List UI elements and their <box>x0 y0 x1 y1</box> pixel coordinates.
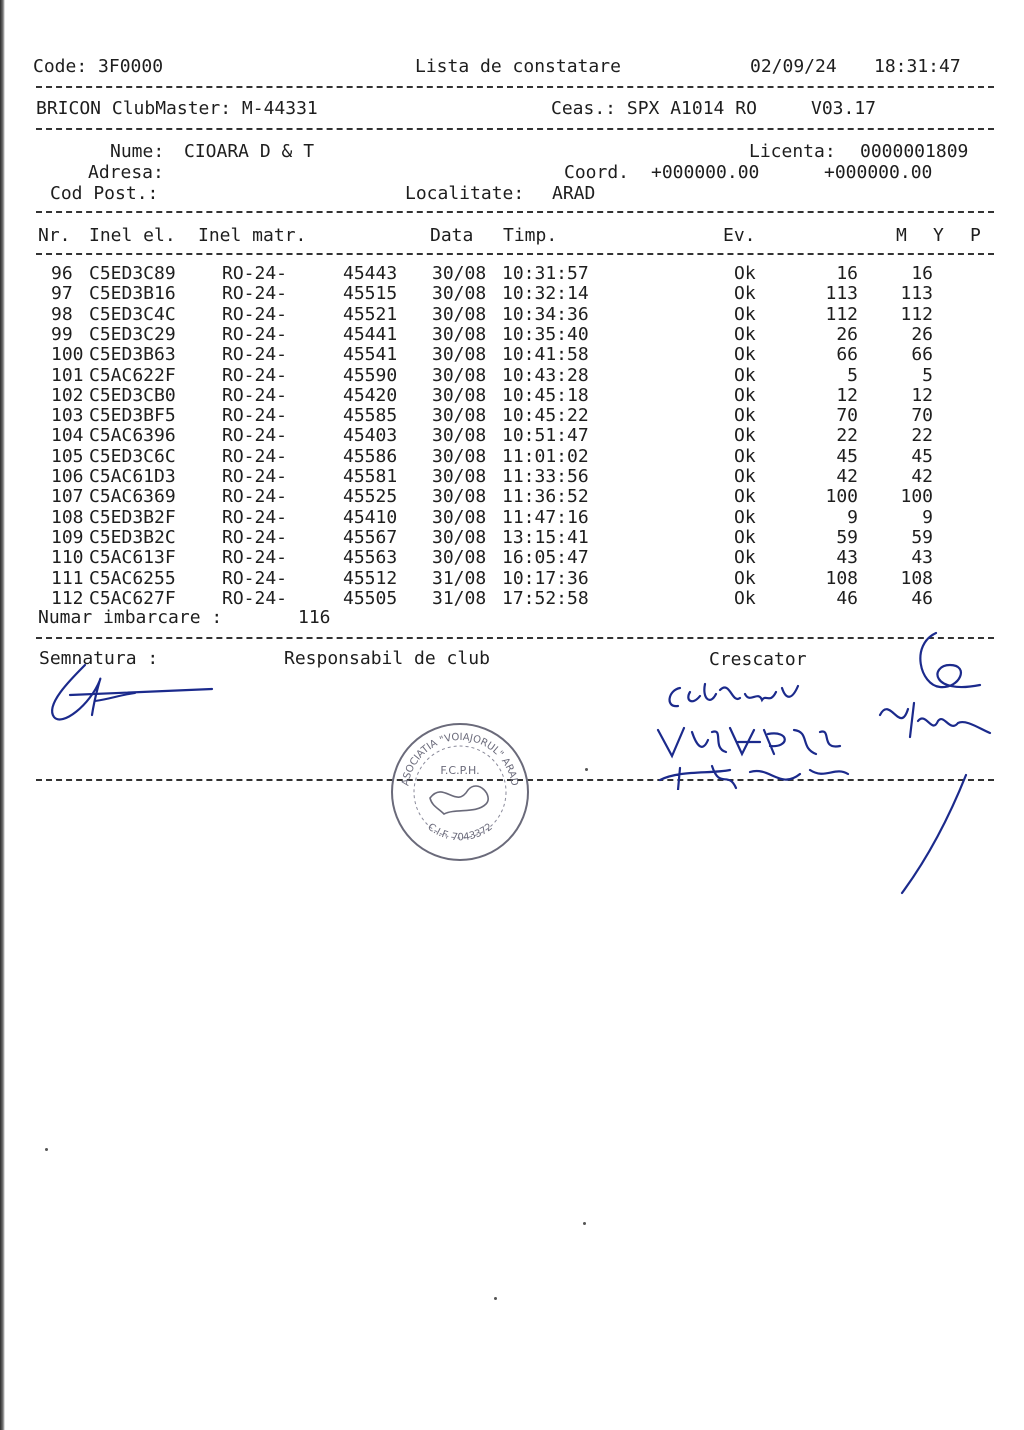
cell-time: 10:34:36 <box>502 303 589 325</box>
cell-y: 70 <box>911 405 933 427</box>
cell-chip: C5AC61D3 <box>89 466 176 487</box>
cell-nr: 99 <box>51 323 73 345</box>
cell-num: 45585 <box>343 405 398 427</box>
scan-speck <box>585 768 588 771</box>
cell-y: 46 <box>911 587 933 609</box>
cell-nr: 107 <box>51 486 84 508</box>
cell-ev: Ok <box>734 344 756 366</box>
cell-time: 11:47:16 <box>502 506 589 528</box>
breeder-label: Crescator <box>709 649 807 670</box>
locality-label: Localitate: <box>405 183 525 204</box>
cell-ring: RO-24- <box>222 405 288 427</box>
table-row <box>0 284 1024 304</box>
postcode-label: Cod Post.: <box>50 183 159 204</box>
cell-y: 42 <box>911 466 933 487</box>
cell-date: 30/08 <box>432 283 487 305</box>
scan-speck <box>45 1148 48 1151</box>
cell-ev: Ok <box>734 384 756 406</box>
signature-label: Semnatura : <box>39 648 159 669</box>
cell-chip: C5AC627F <box>89 587 176 609</box>
cell-date: 30/08 <box>432 506 487 528</box>
cell-num: 45586 <box>343 445 398 467</box>
col-inel-el: Inel el. <box>89 225 176 246</box>
signature-breeder-right <box>870 625 995 895</box>
name-label: Nume: <box>110 141 165 162</box>
cell-m: 22 <box>836 425 858 447</box>
cell-ev: Ok <box>734 263 756 284</box>
coord-y: +000000.00 <box>824 162 933 183</box>
cell-ev: Ok <box>734 587 756 609</box>
cell-date: 30/08 <box>432 425 487 447</box>
firmware-version: V03.17 <box>811 98 877 119</box>
cell-num: 45563 <box>343 547 398 569</box>
cell-m: 112 <box>825 303 858 325</box>
divider-line <box>36 128 994 130</box>
cell-date: 30/08 <box>432 547 487 569</box>
cell-ring: RO-24- <box>222 344 288 366</box>
cell-nr: 96 <box>51 263 73 284</box>
cell-date: 30/08 <box>432 486 487 508</box>
cell-ring: RO-24- <box>222 466 288 487</box>
cell-ring: RO-24- <box>222 364 288 386</box>
cell-date: 30/08 <box>432 466 487 487</box>
cell-nr: 106 <box>51 466 84 487</box>
cell-date: 30/08 <box>432 405 487 427</box>
cell-ev: Ok <box>734 526 756 548</box>
cell-y: 26 <box>911 323 933 345</box>
col-inel-matr: Inel matr. <box>198 225 307 246</box>
cell-m: 70 <box>836 405 858 427</box>
cell-ev: Ok <box>734 425 756 447</box>
cell-y: 5 <box>922 364 933 386</box>
print-time: 18:31:47 <box>874 56 961 77</box>
cell-chip: C5AC6369 <box>89 486 176 508</box>
cell-num: 45505 <box>343 587 398 609</box>
col-data: Data <box>430 225 474 246</box>
cell-chip: C5AC6396 <box>89 425 176 447</box>
cell-chip: C5AC622F <box>89 364 176 386</box>
table-row <box>0 426 1024 446</box>
cell-ring: RO-24- <box>222 506 288 528</box>
cell-chip: C5ED3B63 <box>89 344 176 366</box>
col-p: P <box>970 225 981 246</box>
cell-nr: 105 <box>51 445 84 467</box>
cell-m: 12 <box>836 384 858 406</box>
cell-nr: 100 <box>51 344 84 366</box>
cell-ev: Ok <box>734 486 756 508</box>
cell-num: 45525 <box>343 486 398 508</box>
cell-m: 9 <box>847 506 858 528</box>
license-label: Licenta: <box>749 141 836 162</box>
col-y: Y <box>933 225 944 246</box>
scan-edge-shadow <box>0 0 5 1430</box>
cell-ev: Ok <box>734 405 756 427</box>
cell-time: 10:17:36 <box>502 567 589 589</box>
table-row <box>0 528 1024 548</box>
divider-line <box>36 86 994 88</box>
coord-label: Coord. <box>564 162 630 183</box>
cell-date: 30/08 <box>432 445 487 467</box>
cell-num: 45567 <box>343 526 398 548</box>
cell-m: 26 <box>836 323 858 345</box>
scan-speck <box>494 1297 497 1300</box>
cell-time: 16:05:47 <box>502 547 589 569</box>
cell-m: 16 <box>836 263 858 284</box>
cell-time: 10:31:57 <box>502 263 589 284</box>
table-row <box>0 345 1024 365</box>
cell-ring: RO-24- <box>222 445 288 467</box>
address-label: Adresa: <box>88 162 164 183</box>
cell-y: 108 <box>900 567 933 589</box>
cell-chip: C5ED3CB0 <box>89 384 176 406</box>
table-row <box>0 386 1024 406</box>
cell-num: 45443 <box>343 263 398 284</box>
cell-chip: C5ED3C4C <box>89 303 176 325</box>
cell-ev: Ok <box>734 466 756 487</box>
dove-icon <box>430 786 488 814</box>
cell-time: 17:52:58 <box>502 587 589 609</box>
table-row <box>0 569 1024 589</box>
table-row <box>0 508 1024 528</box>
cell-y: 100 <box>900 486 933 508</box>
print-date: 02/09/24 <box>750 56 837 77</box>
cell-num: 45512 <box>343 567 398 589</box>
cell-nr: 108 <box>51 506 84 528</box>
table-row <box>0 589 1024 609</box>
cell-num: 45410 <box>343 506 398 528</box>
col-nr: Nr. <box>38 225 71 246</box>
cell-y: 16 <box>911 263 933 284</box>
cell-ev: Ok <box>734 283 756 305</box>
table-row <box>0 548 1024 568</box>
code-label: Code: 3F0000 <box>33 56 164 77</box>
table-row <box>0 406 1024 426</box>
cell-ring: RO-24- <box>222 263 288 284</box>
cell-date: 30/08 <box>432 263 487 284</box>
license-number: 0000001809 <box>860 141 969 162</box>
cell-nr: 98 <box>51 303 73 325</box>
cell-ring: RO-24- <box>222 425 288 447</box>
cell-y: 113 <box>900 283 933 305</box>
cell-time: 10:35:40 <box>502 323 589 345</box>
cell-nr: 109 <box>51 526 84 548</box>
cell-ring: RO-24- <box>222 486 288 508</box>
cell-time: 11:01:02 <box>502 445 589 467</box>
cell-date: 31/08 <box>432 587 487 609</box>
divider-line <box>36 253 994 255</box>
signature-breeder-names <box>650 670 850 790</box>
cell-chip: C5ED3B2F <box>89 506 176 528</box>
cell-y: 43 <box>911 547 933 569</box>
cell-y: 22 <box>911 425 933 447</box>
cell-nr: 97 <box>51 283 73 305</box>
cell-num: 45420 <box>343 384 398 406</box>
cell-ev: Ok <box>734 323 756 345</box>
cell-m: 100 <box>825 486 858 508</box>
association-stamp <box>386 718 534 866</box>
cell-num: 45403 <box>343 425 398 447</box>
cell-time: 13:15:41 <box>502 526 589 548</box>
cell-nr: 102 <box>51 384 84 406</box>
cell-nr: 103 <box>51 405 84 427</box>
cell-nr: 110 <box>51 547 84 569</box>
cell-m: 59 <box>836 526 858 548</box>
cell-m: 46 <box>836 587 858 609</box>
cell-time: 10:51:47 <box>502 425 589 447</box>
cell-ring: RO-24- <box>222 526 288 548</box>
col-ev: Ev. <box>723 225 756 246</box>
cell-time: 11:36:52 <box>502 486 589 508</box>
boarding-label: Numar imbarcare : <box>38 607 223 628</box>
cell-m: 113 <box>825 283 858 305</box>
cell-time: 10:41:58 <box>502 344 589 366</box>
cell-date: 30/08 <box>432 364 487 386</box>
cell-time: 10:32:14 <box>502 283 589 305</box>
cell-num: 45541 <box>343 344 398 366</box>
cell-date: 30/08 <box>432 384 487 406</box>
cell-time: 10:45:22 <box>502 405 589 427</box>
coord-x: +000000.00 <box>651 162 760 183</box>
stamp-top-text: ASOCIATIA "VOIAJORUL" ARAD <box>400 731 520 787</box>
col-timp: Timp. <box>503 225 558 246</box>
cell-ring: RO-24- <box>222 323 288 345</box>
cell-ev: Ok <box>734 445 756 467</box>
cell-ev: Ok <box>734 547 756 569</box>
table-row <box>0 264 1024 284</box>
cell-nr: 101 <box>51 364 84 386</box>
cell-chip: C5ED3C29 <box>89 323 176 345</box>
cell-num: 45441 <box>343 323 398 345</box>
cell-chip: C5AC613F <box>89 547 176 569</box>
cell-nr: 111 <box>51 567 84 589</box>
cell-ev: Ok <box>734 303 756 325</box>
cell-chip: C5ED3B16 <box>89 283 176 305</box>
cell-ev: Ok <box>734 364 756 386</box>
signature-scribble-left <box>40 655 230 735</box>
cell-ev: Ok <box>734 506 756 528</box>
cell-m: 42 <box>836 466 858 487</box>
cell-m: 66 <box>836 344 858 366</box>
cell-nr: 112 <box>51 587 84 609</box>
boarding-count: 116 <box>298 607 331 628</box>
cell-ring: RO-24- <box>222 283 288 305</box>
cell-y: 59 <box>911 526 933 548</box>
divider-line <box>36 211 994 213</box>
table-row <box>0 325 1024 345</box>
scan-speck <box>583 1222 586 1225</box>
cell-m: 108 <box>825 567 858 589</box>
table-row <box>0 487 1024 507</box>
cell-y: 9 <box>922 506 933 528</box>
cell-y: 112 <box>900 303 933 325</box>
clubmaster-id: BRICON ClubMaster: M-44331 <box>36 98 318 119</box>
cell-time: 10:43:28 <box>502 364 589 386</box>
cell-num: 45521 <box>343 303 398 325</box>
cell-m: 43 <box>836 547 858 569</box>
cell-time: 10:45:18 <box>502 384 589 406</box>
cell-time: 11:33:56 <box>502 466 589 487</box>
cell-m: 45 <box>836 445 858 467</box>
cell-ring: RO-24- <box>222 303 288 325</box>
cell-nr: 104 <box>51 425 84 447</box>
cell-ring: RO-24- <box>222 384 288 406</box>
cell-chip: C5ED3B2C <box>89 526 176 548</box>
cell-num: 45581 <box>343 466 398 487</box>
cell-date: 30/08 <box>432 303 487 325</box>
table-row <box>0 305 1024 325</box>
cell-chip: C5ED3BF5 <box>89 405 176 427</box>
table-row <box>0 447 1024 467</box>
col-m: M <box>896 225 907 246</box>
cell-y: 45 <box>911 445 933 467</box>
club-responsible-label: Responsabil de club <box>284 648 490 669</box>
document-title: Lista de constatare <box>415 56 621 77</box>
cell-chip: C5ED3C6C <box>89 445 176 467</box>
cell-date: 30/08 <box>432 344 487 366</box>
clock-id: Ceas.: SPX A1014 RO <box>551 98 757 119</box>
cell-ring: RO-24- <box>222 547 288 569</box>
cell-chip: C5ED3C89 <box>89 263 176 284</box>
table-row <box>0 467 1024 487</box>
cell-y: 12 <box>911 384 933 406</box>
owner-name: CIOARA D & T <box>184 141 315 162</box>
cell-date: 30/08 <box>432 323 487 345</box>
cell-num: 45515 <box>343 283 398 305</box>
stamp-center-text: F.C.P.H. <box>440 764 480 777</box>
cell-m: 5 <box>847 364 858 386</box>
cell-date: 31/08 <box>432 567 487 589</box>
cell-chip: C5AC6255 <box>89 567 176 589</box>
divider-line <box>36 637 994 639</box>
cell-num: 45590 <box>343 364 398 386</box>
stamp-bottom-text: C.I.F. 7043372 <box>425 821 495 844</box>
cell-date: 30/08 <box>432 526 487 548</box>
cell-ring: RO-24- <box>222 567 288 589</box>
cell-ev: Ok <box>734 567 756 589</box>
locality-value: ARAD <box>552 183 596 204</box>
cell-ring: RO-24- <box>222 587 288 609</box>
cell-y: 66 <box>911 344 933 366</box>
table-row <box>0 366 1024 386</box>
